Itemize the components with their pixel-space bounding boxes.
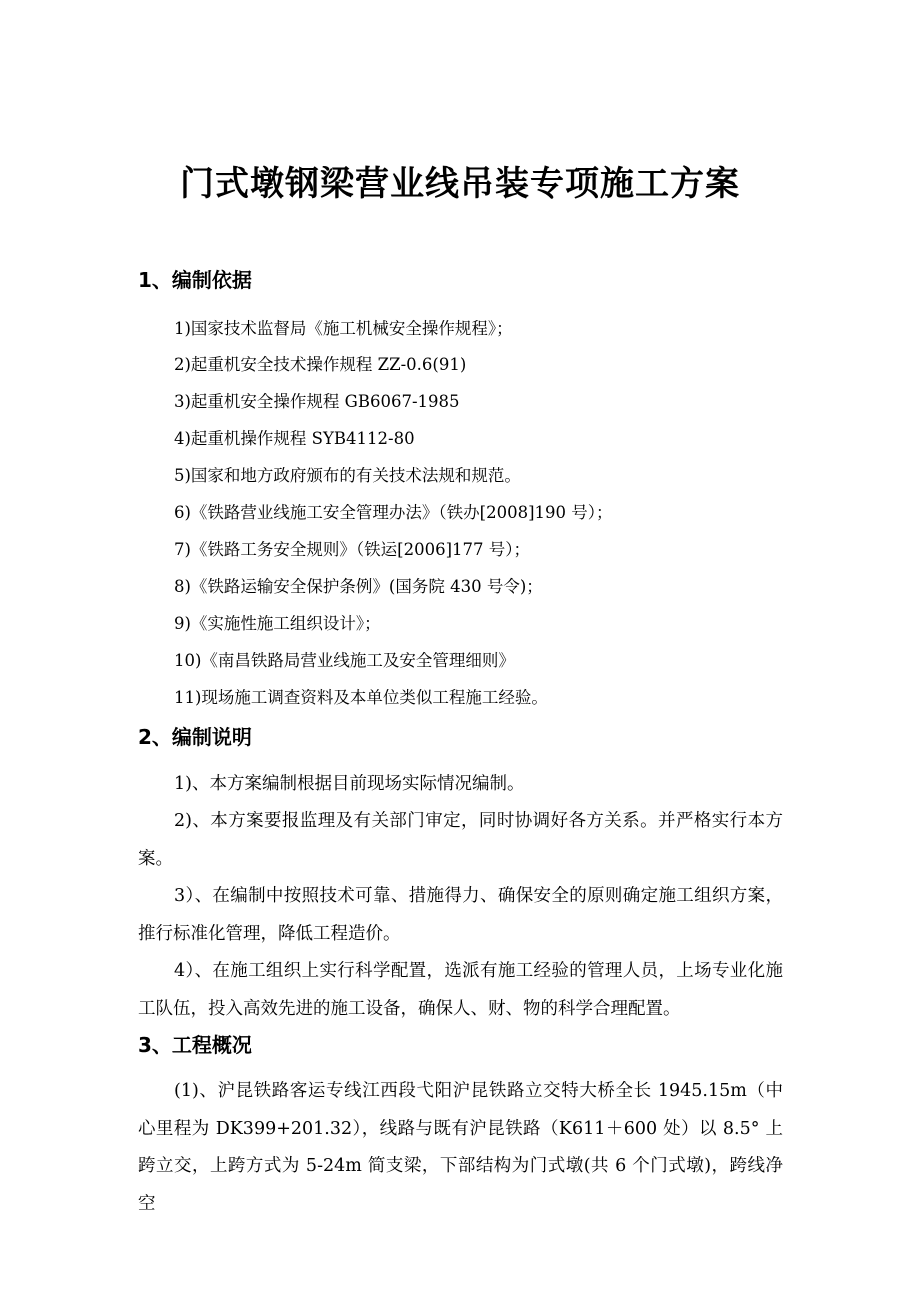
list-item: 7)《铁路工务安全规则》（铁运[2006]177 号）； [174,540,531,559]
list-item: 3)起重机安全操作规程 GB6067-1985 [174,392,460,411]
list-item: 11)现场施工调查资料及本单位类似工程施工经验。 [174,688,548,707]
list-item: 4)起重机操作规程 SYB4112-80 [174,429,415,448]
list-item: 9)《实施性施工组织设计》； [174,614,381,633]
list-item: 2)起重机安全技术操作规程 ZZ-0.6(91) [174,355,467,374]
list-item: 1)国家技术监督局《施工机械安全操作规程》； [174,319,513,338]
list-item: 10)《南昌铁路局营业线施工及安全管理细则》 [174,651,515,670]
section-heading-notes: 2、编制说明 [138,725,252,749]
paragraph: 4）、在施工组织上实行科学配置，选派有施工经验的管理人员，上场专业化施工队伍，投入高效先进的施工设备，确保人、财、物的科学合理配置。 [138,961,783,1019]
paragraph: 3）、在编制中按照技术可靠、措施得力、确保安全的原则确定施工组织方案，推行标准化管理，降低工程造价。 [138,886,783,944]
list-item: 5)国家和地方政府颁布的有关技术法规和规范。 [174,466,521,485]
list-item: 8)《铁路运输安全保护条例》(国务院 430 号令)； [174,577,543,596]
paragraph: 1)、本方案编制根据目前现场实际情况编制。 [174,774,525,794]
paragraph: (1)、沪昆铁路客运专线江西段弋阳沪昆铁路立交特大桥全长 1945.15m（中心里程为 DK399+201.32），线路与既有沪昆铁路（K611＋600 处）以 8.5° 上跨立交，上跨方式为 5-24m 简支梁，下部结构为门式墩(共 6 个门式墩)，跨线净空 [138,1081,783,1214]
list-item: 6)《铁路营业线施工安全管理办法》（铁办[2008]190 号）； [174,503,613,522]
paragraph: 2)、本方案要报监理及有关部门审定，同时协调好各方关系。并严格实行本方案。 [138,811,783,869]
section-heading-overview: 3、工程概况 [138,1033,252,1057]
section-heading-basis: 1、编制依据 [138,268,252,292]
document-title: 门式墩钢梁营业线吊装专项施工方案 [180,164,740,204]
